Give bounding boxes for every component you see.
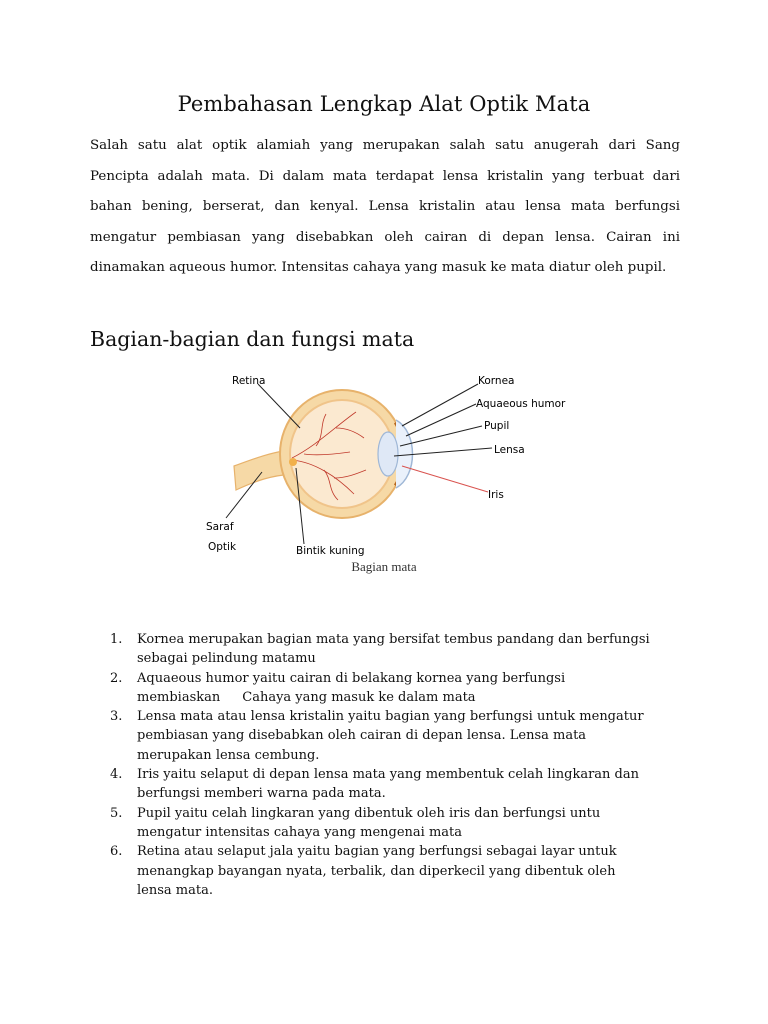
list-line: lensa mata.: [137, 882, 213, 898]
list-number: 2.: [110, 670, 123, 686]
list-line: Lensa mata atau lensa kristalin yaitu bagian yang berfungsi untuk mengatur: [137, 709, 644, 725]
intro-line: Salah satu alat optik alamiah yang merupakan salah satu anugerah dari Sang: [90, 138, 680, 153]
label-optik: Optik: [208, 541, 237, 553]
list-line: [137, 688, 690, 707]
list-line: merupakan lensa cembung.: [137, 747, 320, 763]
list-line: Pupil yaitu celah lingkaran yang dibentuk oleh iris dan berfungsi untu: [137, 805, 601, 821]
label-iris: Iris: [488, 489, 504, 501]
intro-paragraph: [90, 131, 680, 284]
label-pupil: Pupil: [484, 420, 510, 432]
list-number: 4.: [110, 767, 123, 783]
label-saraf: Saraf: [206, 521, 234, 533]
list-line: Kornea merupakan bagian mata yang bersifat tembus pandang dan berfungsi: [137, 632, 650, 647]
list-line: sebagai pelindung matamu: [137, 651, 316, 667]
label-retina: Retina: [232, 375, 266, 387]
list-item: [110, 842, 690, 900]
intro-line: Pencipta adalah mata. Di dalam mata terdapat lensa kristalin yang terbuat dari: [90, 168, 680, 184]
section-heading: Bagian-bagian dan fungsi mata: [90, 327, 415, 351]
intro-line: dinamakan aqueous humor. Intensitas cahaya yang masuk ke mata diatur oleh pupil.: [90, 260, 667, 275]
label-aqueous-humor: Aquaeous humor: [476, 398, 566, 410]
list-text: Cahaya yang masuk ke dalam mata: [242, 689, 476, 705]
list-item: [110, 765, 690, 804]
list-number: 1.: [110, 632, 123, 647]
parts-list: [110, 630, 690, 900]
list-line: Iris yaitu selaput di depan lensa mata yang membentuk celah lingkaran dan: [137, 767, 639, 783]
list-line: mengatur intensitas cahaya yang mengenai mata: [137, 824, 463, 840]
list-item: [110, 669, 690, 708]
intro-line: mengatur pembiasan yang disebabkan oleh cairan di depan lensa. Cairan ini: [90, 229, 680, 245]
list-line: Retina atau selaput jala yaitu bagian yang berfungsi sebagai layar untuk: [137, 844, 617, 860]
list-item: [110, 707, 690, 765]
list-number: 3.: [110, 709, 123, 725]
diagram-caption: Bagian mata: [351, 559, 417, 574]
list-number: 6.: [110, 844, 123, 860]
intro-line: bahan bening, berserat, dan kenyal. Lensa kristalin atau lensa mata berfungsi: [90, 199, 680, 214]
yellow-spot: [289, 458, 297, 466]
list-item: [110, 804, 690, 843]
label-lensa: Lensa: [494, 444, 525, 456]
list-line: menangkap bayangan nyata, terbalik, dan diperkecil yang dibentuk oleh: [137, 863, 616, 879]
list-number: 5.: [110, 805, 123, 821]
label-kornea: Kornea: [478, 375, 515, 387]
list-text: membiaskan: [137, 689, 221, 705]
lens-shape: [378, 432, 398, 476]
page-title: Pembahasan Lengkap Alat Optik Mata: [177, 92, 591, 116]
list-item: [110, 630, 690, 669]
list-line: Aquaeous humor yaitu cairan di belakang kornea yang berfungsi: [137, 670, 566, 686]
eye-diagram: [196, 366, 586, 562]
list-line: pembiasan yang disebabkan oleh cairan di depan lensa. Lensa mata: [137, 728, 587, 744]
label-bintik-kuning: Bintik kuning: [296, 545, 365, 557]
list-line: berfungsi memberi warna pada mata.: [137, 786, 386, 802]
